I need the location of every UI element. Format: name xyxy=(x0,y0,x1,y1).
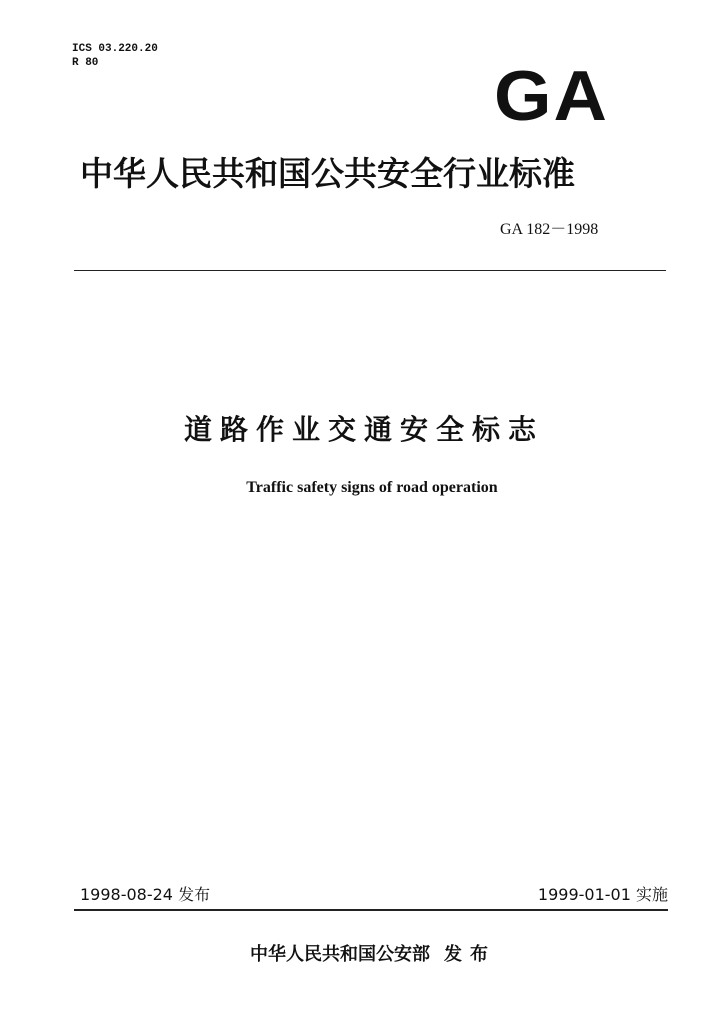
document-title-en: Traffic safety signs of road operation xyxy=(246,479,498,496)
publisher-name: 中华人民共和国公安部 xyxy=(250,944,430,965)
publisher-line xyxy=(0,942,728,968)
issue-date: 1998-08-24 发布 xyxy=(80,885,211,904)
standard-number: GA 182－1998 xyxy=(500,221,599,238)
ga-logo: GA xyxy=(494,56,609,136)
ccs-code: R 80 xyxy=(72,57,99,69)
effective-date: 1999-01-01 实施 xyxy=(537,885,668,904)
header-divider xyxy=(74,270,666,271)
organization-title: 中华人民共和国公共安全行业标准 xyxy=(80,154,575,193)
publish-action: 发布 xyxy=(444,944,496,965)
classification-codes xyxy=(72,42,158,70)
footer-divider xyxy=(74,909,668,911)
document-title-cn: 道路作业交通安全标志 xyxy=(183,413,544,446)
ics-code: ICS 03.220.20 xyxy=(72,43,158,55)
